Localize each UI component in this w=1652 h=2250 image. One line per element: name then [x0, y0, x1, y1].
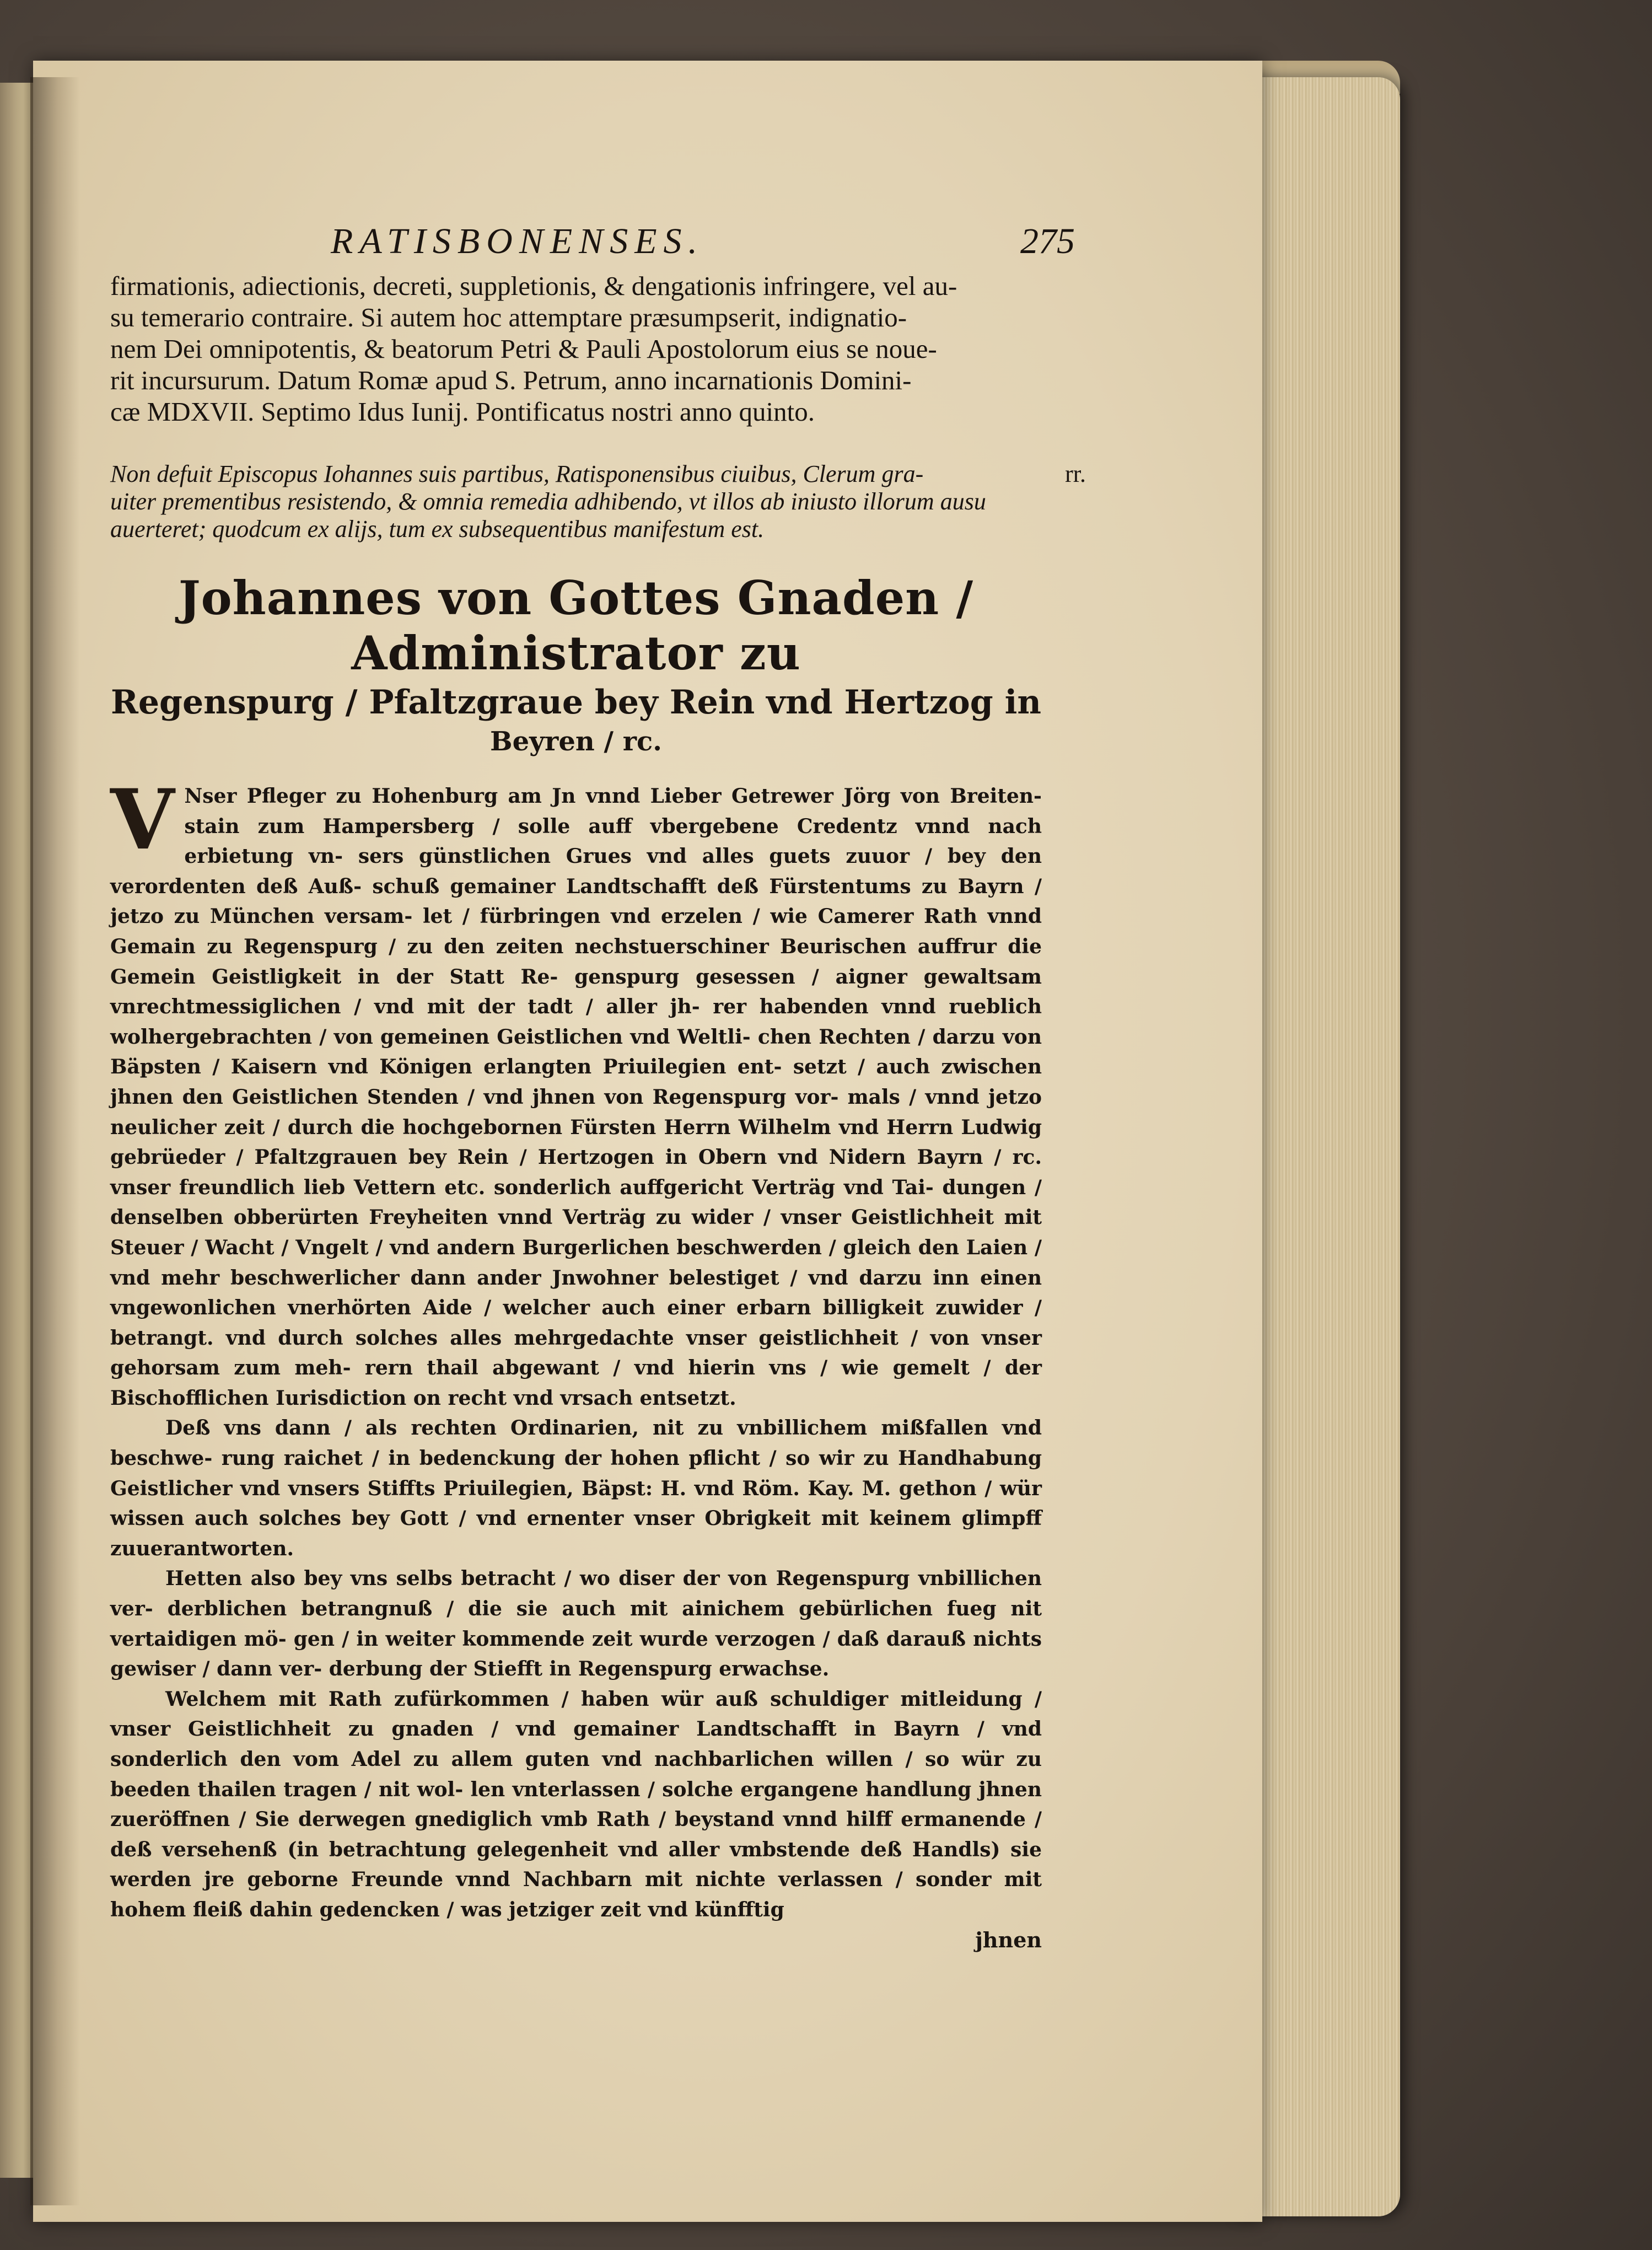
latin-line: firmationis, adiectionis, decreti, suppletionis, & dengationis infringere, vel au-: [110, 271, 957, 301]
paragraph-2: Deß vns dann / als rechten Ordinarien, nit zu vnbillichem mißfallen vnd beschwe- rung raichet / in bedenckung der hohen pflicht / so wir zu Handhabung Geistlicher vnd vnsers Stiffts Priuilegien, Bäpst: H. vnd Röm. Kay. M. gethon / wür wissen auch solches bey Gott / vnd ernenter vnser Obrigkeit mit keinem glimpff zuuerantworten.: [110, 1416, 1042, 1560]
latin-text-block: [110, 270, 1042, 427]
paragraph-3: Hetten also bey vns selbs betracht / wo diser der von Regenspurg vnbillichen ver- derblichen betrangnuß / die sie auch mit ainichem gebürlichen fueg nit vertaidigen mö- gen / in weiter kommende zeit wurde verzogen / daß darauß nichts gewiser / dann ver- derbung der Stiefft in Regenspurg erwachse.: [110, 1567, 1042, 1681]
italic-line: uiter prementibus resistendo, & omnia remedia adhibendo, vt illos ab iniusto illorum ausu: [110, 488, 986, 515]
italic-line: auerteret; quodcum ex alijs, tum ex subsequentibus manifestum est.: [110, 515, 765, 543]
page-number: 275: [1020, 221, 1075, 261]
gutter-shadow: [30, 77, 80, 2205]
heading-line-1: Johannes von Gottes Gnaden / Administrator zu: [178, 571, 974, 680]
section-heading: [110, 571, 1042, 759]
catchword: jhnen: [975, 1927, 1042, 1952]
italic-paragraph: [110, 460, 1086, 543]
italic-line: Non defuit Episcopus Iohannes suis partibus, Ratisponensibus ciuibus, Clerum gra-: [110, 460, 924, 487]
text-area: [110, 221, 1086, 1955]
paragraph-4: Welchem mit Rath zufürkommen / haben wür auß schuldiger mitleidung / vnser Geistlichheit zu gnaden / vnd gemainer Landtschafft in Bayrn / vnd sonderlich den vom Adel zu allem guten vnd nachbarlichen willen / so wür zu beeden thailen tragen / nit wol- len vnterlassen / solche ergangene handlung jhnen zueröffnen / Sie derwegen gnediglich vmb Rath / beystand vnnd hilff ermanende / deß versehenß (in betrachtung gelegenheit vnd aller vmbstende deß Handls) sie werden jre geborne Freunde vnnd Nachbarn mit nichte verlassen / sonder mit hohem fleiß dahin gedencken / was jetziger zeit vnd künfftig: [110, 1687, 1042, 1921]
heading-line-3: Beyren / rc.: [490, 726, 662, 757]
german-text-block: [110, 771, 1042, 1955]
running-header: [110, 221, 1075, 270]
paragraph-1: [110, 771, 1042, 1413]
latin-line: su temerario contraire. Si autem hoc attemptare præsumpserit, indignatio-: [110, 302, 907, 332]
latin-line: rit incursurum. Datum Romæ apud S. Petrum, anno incarnationis Domini-: [110, 365, 912, 395]
paragraph-text: Nser Pfleger zu Hohenburg am Jn vnnd Lieber Getrewer Jörg von Breiten- stain zum Hampersberg / solle auff vbergebene Credentz vnnd nach erbietung vn- sers günstlichen Grues vnd alles guets zuuor / bey den verordenten deß Auß- schuß gemainer Landtschafft deß Fürstentums zu Bayrn / jetzo zu München versam- let / fürbringen vnd erzelen / wie Camerer Rath vnnd Gemain zu Regenspurg / zu den zeiten nechstuerschiner Beurischen auffrur die Gemein Geistligkeit in der Statt Re- genspurg gesessen / aigner gewaltsam vnrechtmessiglichen / vnd mit der tadt / aller jh- rer habenden vnnd rueblich wolhergebrachten / von gemeinen Geistlichen vnd Weltli- chen Rechten / darzu von Bäpsten / Kaisern vnd Königen erlangten Priuilegien ent- setzt / auch zwischen jhnen den Geistlichen Stenden / vnd jhnen von Regenspurg vor- mals / vnnd jetzo neulicher zeit / durch die hochgebornen Fürsten Herrn Wilhelm vnd Herrn Ludwig gebrüeder / Pfaltzgrauen bey Rein / Hertzogen in Obern vnd Nidern Bayrn / rc. vnser freundlich lieb Vettern etc. sonderlich auffgericht Verträg vnd Tai- dungen / denselben obberürten Freyheiten vnnd Verträg zu wider / vnser Geistlichheit mit Steuer / Wacht / Vngelt / vnd andern Burgerlichen beschwerden / gleich den Laien / vnd mehr beschwerlicher dann ander Jnwohner belestiget / vnd darzu inn einen vngewonlichen vnerhörten Aide / welcher auch einer erbarn billigkeit zuwider / betrangt. vnd durch solches alles mehrgedachte vnser geistlichheit / von vnser gehorsam zum meh- rern thail abgewant / vnd hierin vns / wie gemelt / der Bischofflichen Iurisdiction on recht vnd vrsach entsetzt.: [110, 785, 1042, 1410]
margin-note: rr.: [1065, 460, 1086, 487]
latin-line: cæ MDXVII. Septimo Idus Iunij. Pontificatus nostri anno quinto.: [110, 396, 815, 427]
latin-line: nem Dei omnipotentis, & beatorum Petri & Pauli Apostolorum eius se noue-: [110, 334, 937, 364]
header-title: RATISBONENSES.: [331, 221, 704, 261]
drop-cap: V: [110, 771, 175, 868]
heading-line-2: Regenspurg / Pfaltzgraue bey Rein vnd Hertzog in: [111, 683, 1041, 722]
